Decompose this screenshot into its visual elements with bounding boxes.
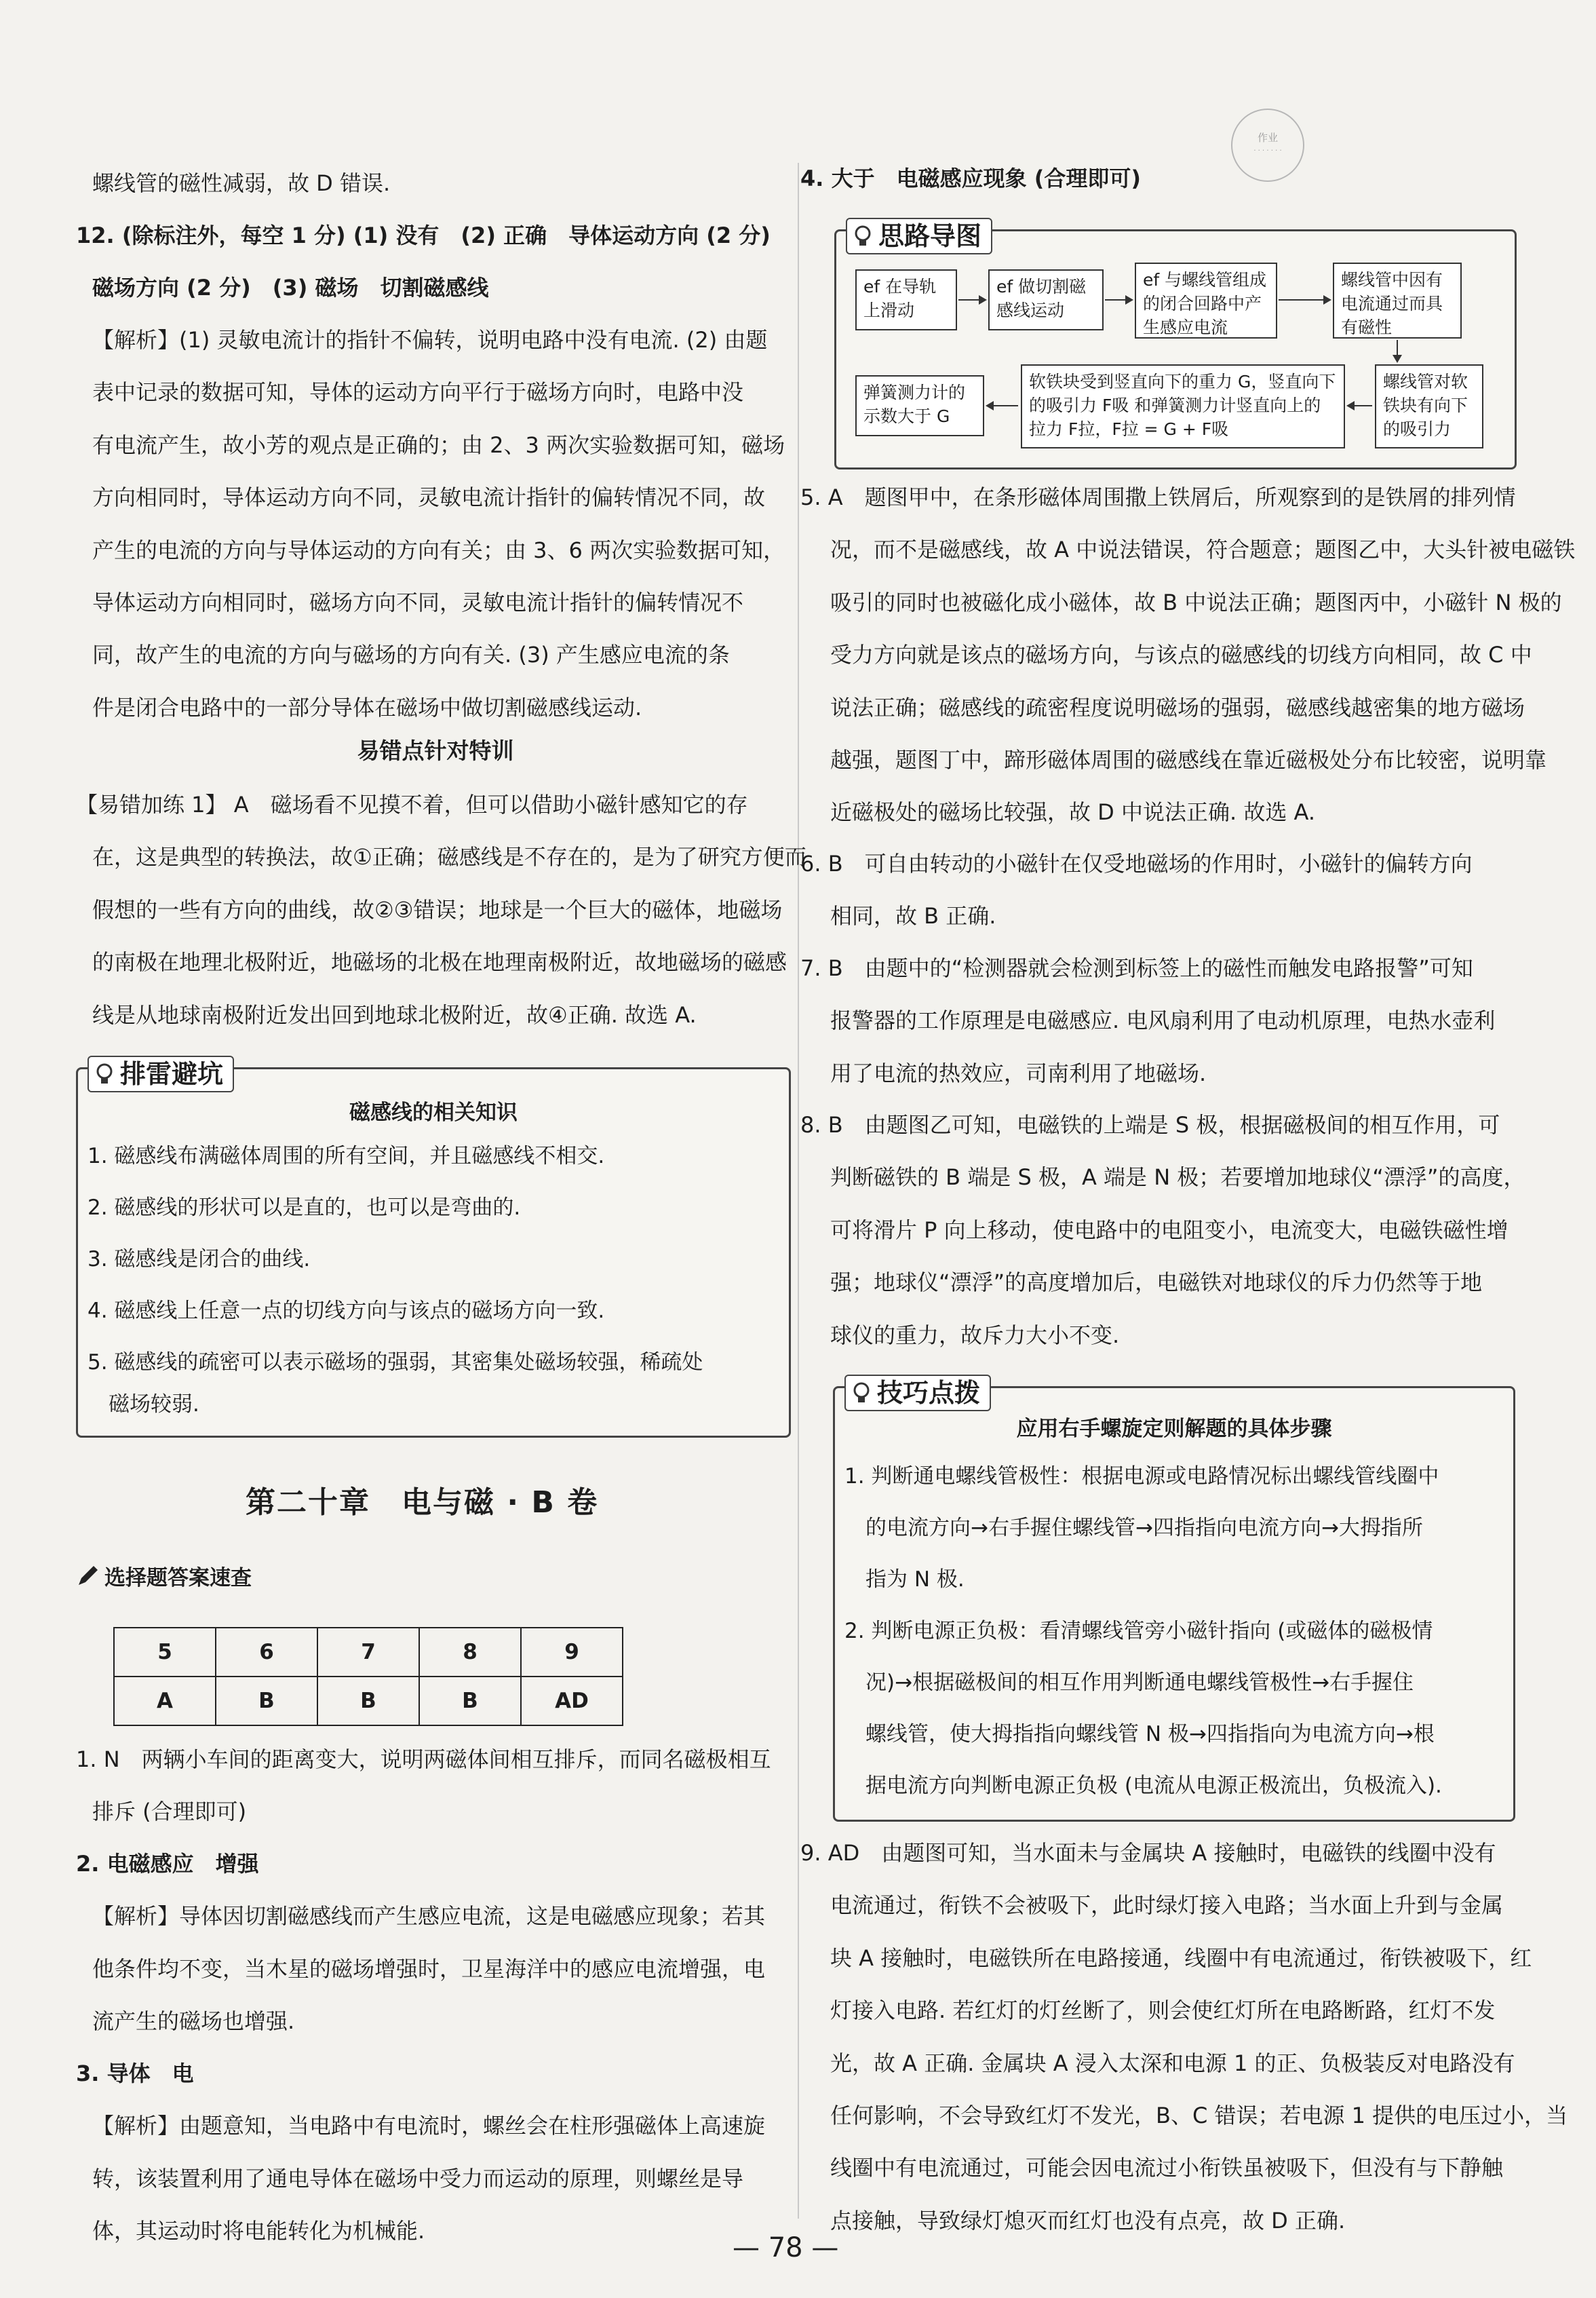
tip-item: 2. 磁感线的形状可以是直的，也可以是弯曲的.	[87, 1195, 521, 1220]
q8-answer	[800, 1099, 1525, 1362]
text-line: 9. AD 由题图可知，当水面未与金属块 A 接触时，电磁铁的线圈中没有	[800, 1840, 1496, 1866]
q7-answer	[800, 942, 1495, 1100]
technique-item: 螺线管，使大拇指指向螺线管 N 极→四指指向为电流方向→根	[844, 1722, 1435, 1746]
text-line: 磁场方向 (2 分) (3) 磁场 切割磁感线	[92, 275, 489, 301]
text-line: 表中记录的数据可知，导体的运动方向平行于磁场方向时，电路中没	[92, 379, 744, 406]
text-line: 7. B 由题中的“检测器就会检测到标签上的磁性而触发电路报警”可知	[800, 955, 1473, 981]
q5-answer	[800, 472, 1575, 839]
flow-arrow	[958, 299, 986, 301]
text-line: 电流通过，衔铁不会被吸下，此时绿灯接入电路；当水面上升到与金属	[830, 1892, 1504, 1919]
section-title: 易错点针对特训	[357, 738, 514, 764]
bulb-icon	[94, 1062, 115, 1086]
text-line: 点接触，导致绿灯熄灭而红灯也没有点亮，故 D 正确.	[830, 2207, 1346, 2234]
table-cell: A	[114, 1677, 216, 1725]
tip-box	[76, 1059, 791, 1438]
text-line: 的南极在地理北极附近，地磁场的北极在地理南极附近，故地磁场的磁感	[92, 949, 787, 976]
text-line: 吸引的同时也被磁化成小磁体，故 B 中说法正确；题图丙中，小磁针 N 极的	[830, 589, 1562, 615]
text-line: 螺线管的磁性减弱，故 D 错误.	[92, 170, 391, 196]
q9-answer	[800, 1827, 1568, 2247]
technique-box	[833, 1378, 1515, 1822]
text-line: 同，故产生的电流的方向与磁场的方向有关. (3) 产生感应电流的条	[92, 642, 730, 668]
tip-box-tag	[87, 1056, 234, 1092]
flow-node: 软铁块受到竖直向下的重力 G，竖直向下的吸引力 F吸 和弹簧测力计竖直向上的拉力 F拉，F拉 = G + F吸	[1021, 364, 1345, 448]
text-line: 4. 大于 电磁感应现象 (合理即可)	[800, 166, 1141, 191]
flow-node: ef 与螺线管组成的闭合回路中产生感应电流	[1135, 263, 1277, 339]
text-line: 用了电流的热效应，司南利用了地磁场.	[830, 1060, 1207, 1086]
flow-arrow	[1279, 299, 1330, 301]
flow-node: ef 在导轨上滑动	[855, 269, 957, 330]
text-line: 体，其运动时将电能转化为机械能.	[92, 2218, 425, 2244]
text-line: 2. 电磁感应 增强	[76, 1851, 259, 1877]
text-line: 方向相同时，导体运动方向不同，灵敏电流计指针的偏转情况不同，故	[92, 484, 766, 511]
flow-node: 弹簧测力计的示数大于 G	[855, 375, 984, 436]
answer-table	[113, 1627, 623, 1726]
flow-node: 螺线管对软铁块有向下的吸引力	[1375, 364, 1483, 448]
text-line: 8. B 由题图乙可知，电磁铁的上端是 S 极，根据磁极间的相互作用，可	[800, 1112, 1500, 1138]
text-line: 任何影响，不会导致红灯不发光，B、C 错误；若电源 1 提供的电压过小，当	[830, 2103, 1568, 2129]
q12-answer	[76, 210, 771, 315]
table-cell: B	[216, 1677, 317, 1725]
tip-item: 4. 磁感线上任意一点的切线方向与该点的磁场方向一致.	[87, 1299, 605, 1323]
text-line: 线是从地球南极附近发出回到地球北极附近，故④正确. 故选 A.	[92, 1001, 697, 1028]
flow-arrow	[1397, 340, 1398, 362]
text-line: 越强，题图丁中，蹄形磁体周围的磁感线在靠近磁极处分布比较密，说明靠	[830, 747, 1547, 773]
technique-box-tag-label: 技巧点拨	[877, 1378, 981, 1408]
text-line: 他条件均不变，当木星的磁场增强时，卫星海洋中的感应电流增强，电	[92, 1955, 766, 1982]
pencil-icon	[76, 1565, 99, 1588]
bulb-icon	[851, 1381, 872, 1404]
text-line: 线圈中有电流通过，可能会因电流过小衔铁虽被吸下，但没有与下静触	[830, 2155, 1504, 2181]
column-divider	[798, 163, 799, 2219]
flow-arrow	[987, 405, 1018, 406]
q4-answer	[800, 153, 1141, 205]
text-line: 在，这是典型的转换法，故①正确；磁感线是不存在的，是为了研究方便而	[92, 844, 806, 870]
text-line: 况，而不是磁感线，故 A 中说法错误，符合题意；题图乙中，大头针被电磁铁	[830, 537, 1576, 563]
seal-stamp: 作业 · · · · · · ·	[1231, 109, 1304, 182]
page-number: — 78 —	[733, 2232, 839, 2263]
quick-check-label: 选择题答案速查	[104, 1566, 252, 1590]
technique-item: 指为 N 极.	[844, 1567, 965, 1592]
text-line: 相同，故 B 正确.	[830, 903, 996, 930]
technique-item: 2. 判断电源正负极：看清螺线管旁小磁针指向 (或磁体的磁极情	[844, 1619, 1433, 1643]
text-line: 1. N 两辆小车间的距离变大，说明两磁体间相互排斥，而同名磁极相互	[76, 1746, 771, 1772]
technique-item: 1. 判断通电螺线管极性：根据电源或电路情况标出螺线管线圈中	[844, 1464, 1439, 1489]
table-cell: 8	[419, 1628, 521, 1677]
drill-paragraph	[76, 779, 806, 1041]
q2-answer	[76, 1838, 765, 2048]
text-line: 6. B 可自由转动的小磁针在仅受地磁场的作用时，小磁针的偏转方向	[800, 851, 1473, 877]
text-line: 产生的电流的方向与导体运动的方向有关；由 3、6 两次实验数据可知，	[92, 537, 785, 563]
mindmap-box	[834, 221, 1517, 470]
flow-node: 螺线管中因有电流通过而具有磁性	[1333, 263, 1462, 339]
technique-item: 况)→根据磁极间的相互作用判断通电螺线管极性→右手握住	[844, 1670, 1414, 1695]
text-line: 光，故 A 正确. 金属块 A 浸入太深和电源 1 的正、负极装反对电路没有	[830, 2050, 1515, 2076]
technique-box-tag	[844, 1375, 991, 1411]
text-line: 近磁极处的磁场比较强，故 D 中说法正确. 故选 A.	[830, 799, 1316, 826]
text-line: 流产生的磁场也增强.	[92, 2008, 295, 2035]
technique-box-title: 应用右手螺旋定则解题的具体步骤	[1016, 1417, 1332, 1441]
quick-check-heading	[76, 1560, 252, 1591]
bulb-icon	[853, 225, 873, 248]
text-line: 【易错加练 1】 A 磁场看不见摸不着，但可以借助小磁针感知它的存	[76, 792, 748, 818]
text-line: 球仪的重力，故斥力大小不变.	[830, 1322, 1120, 1348]
mindmap-tag	[846, 218, 992, 254]
tip-item: 磁场较弱.	[87, 1392, 199, 1417]
answer-table-row	[114, 1628, 623, 1677]
table-cell: 7	[317, 1628, 419, 1677]
q1-answer	[76, 1734, 771, 1839]
mindmap-tag-label: 思路导图	[878, 221, 982, 251]
text-line: 有电流产生，故小芳的观点是正确的；由 2、3 两次实验数据可知，磁场	[92, 432, 785, 458]
tip-item: 3. 磁感线是闭合的曲线.	[87, 1247, 311, 1271]
technique-item: 据电流方向判断电源正负极 (电流从电源正极流出，负极流入).	[844, 1774, 1442, 1798]
text-line: 报警器的工作原理是电磁感应. 电风扇利用了电动机原理，电热水壶利	[830, 1008, 1496, 1034]
tip-item: 1. 磁感线布满磁体周围的所有空间，并且磁感线不相交.	[87, 1144, 605, 1168]
q3-answer	[76, 2048, 765, 2258]
table-cell: 6	[216, 1628, 317, 1677]
text-line: 转，该装置利用了通电导体在磁场中受力而运动的原理，则螺丝是导	[92, 2165, 744, 2191]
table-cell: B	[419, 1677, 521, 1725]
text-line: 受力方向就是该点的磁场方向，与该点的磁感线的切线方向相同，故 C 中	[830, 642, 1532, 668]
text-line: 【解析】由题意知，当电路中有电流时，螺丝会在柱形强磁体上高速旋	[92, 2113, 766, 2139]
tip-box-title: 磁感线的相关知识	[349, 1100, 518, 1125]
paragraph-top	[92, 157, 390, 210]
text-line: 强；地球仪“漂浮”的高度增加后，电磁铁对地球仪的斥力仍然等于地	[830, 1269, 1483, 1296]
text-line: 12. (除标注外，每空 1 分) (1) 没有 (2) 正确 导体运动方向 (2 分)	[76, 223, 771, 248]
flow-arrow	[1105, 299, 1132, 301]
chapter-title: 第二十章 电与磁 · B 卷	[246, 1485, 599, 1520]
tip-box-tag-label: 排雷避坑	[120, 1059, 224, 1089]
table-cell: B	[317, 1677, 419, 1725]
flow-arrow	[1348, 405, 1372, 406]
text-line: 导体运动方向相同时，磁场方向不同，灵敏电流计指针的偏转情况不	[92, 590, 744, 616]
table-cell: AD	[521, 1677, 623, 1725]
text-line: 可将滑片 P 向上移动，使电路中的电阻变小，电流变大，电磁铁磁性增	[830, 1217, 1509, 1243]
table-cell: 9	[521, 1628, 623, 1677]
text-line: 5. A 题图甲中，在条形磁体周围撒上铁屑后，所观察到的是铁屑的排列情	[800, 484, 1516, 510]
tip-item: 5. 磁感线的疏密可以表示磁场的强弱，其密集处磁场较强，稀疏处	[87, 1350, 703, 1375]
q6-answer	[800, 838, 1473, 943]
q12-analysis	[92, 314, 785, 734]
answer-table-row	[114, 1677, 623, 1725]
text-line: 假想的一些有方向的曲线，故②③错误；地球是一个巨大的磁体，地磁场	[92, 896, 783, 923]
text-line: 说法正确；磁感线的疏密程度说明磁场的强弱，磁感线越密集的地方磁场	[830, 694, 1525, 721]
text-line: 灯接入电路. 若红灯的灯丝断了，则会使红灯所在电路断路，红灯不发	[830, 1997, 1496, 2024]
flow-node: ef 做切割磁感线运动	[988, 269, 1104, 330]
text-line: 块 A 接触时，电磁铁所在电路接通，线圈中有电流通过，衔铁被吸下，红	[830, 1945, 1532, 1971]
text-line: 【解析】(1) 灵敏电流计的指针不偏转，说明电路中没有电流. (2) 由题	[92, 327, 768, 353]
text-line: 排斥 (合理即可)	[92, 1799, 247, 1825]
technique-item: 的电流方向→右手握住螺线管→四指指向电流方向→大拇指所	[844, 1516, 1423, 1540]
stamp-label: 作业	[1257, 132, 1278, 144]
text-line: 判断磁铁的 B 端是 S 极，A 端是 N 极；若要增加地球仪“漂浮”的高度，	[830, 1164, 1525, 1191]
text-line: 【解析】导体因切割磁感线而产生感应电流，这是电磁感应现象；若其	[92, 1903, 766, 1930]
text-line: 3. 导体 电	[76, 2061, 194, 2086]
table-cell: 5	[114, 1628, 216, 1677]
text-line: 件是闭合电路中的一部分导体在磁场中做切割磁感线运动.	[92, 694, 642, 721]
